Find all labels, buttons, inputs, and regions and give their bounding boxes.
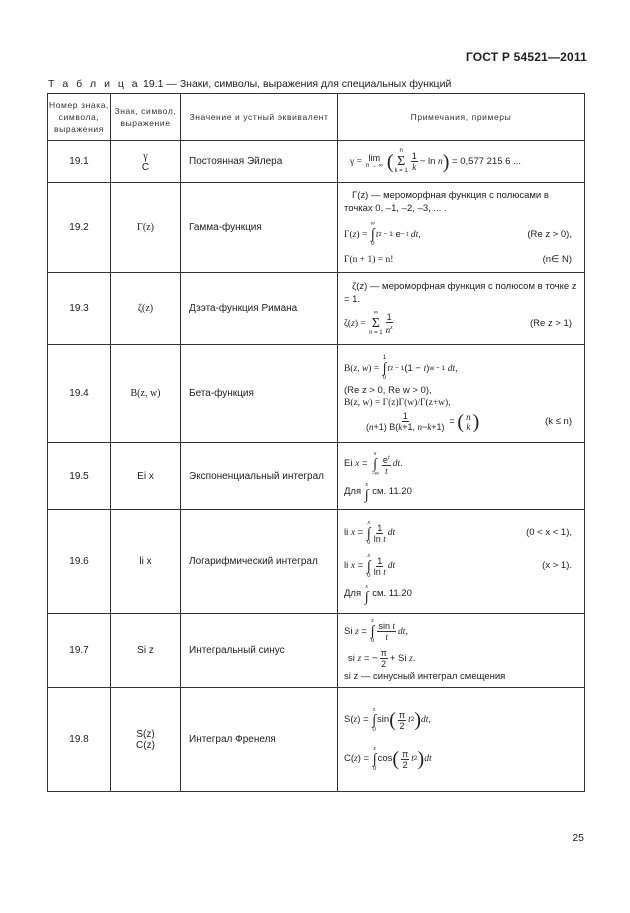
note-text: ζ(z) — мероморфная функция с полюсом в точке z = 1. [344, 281, 577, 305]
condition: (Re z > 1) [530, 317, 572, 329]
row-symbol: B(z, w) [111, 345, 181, 443]
gamma-integral: Γ(z) = ∞ ∫ 0 t z − 1 e − t dt, (Re z > 0), [344, 221, 572, 247]
note-text: (Re z > 0, Re w > 0), [344, 385, 432, 396]
row-notes [338, 273, 585, 345]
row-symbol [111, 688, 181, 792]
condition: (n∈ N) [542, 254, 572, 265]
row-meaning: Интегральный синус [181, 614, 338, 688]
li-integral-gt1: li x = x ∫ 0 $\frac{1}{\text{ln t}}$ dt (x > 1). [344, 552, 572, 579]
table-caption [48, 78, 451, 90]
row-symbol [111, 141, 181, 183]
row-meaning: Гамма-функция [181, 183, 338, 273]
row-number: 19.4 [48, 345, 111, 443]
caption-text: 19.1 — Знаки, символы, выражения для специальных функций [143, 78, 452, 90]
row-meaning: Экспоненциальный интеграл [181, 443, 338, 510]
row-meaning: Логарифмический интеграл [181, 510, 338, 614]
special-functions-table [47, 93, 585, 792]
row-number: 19.8 [48, 688, 111, 792]
see-also: Для x ∫ см. 11.20 [344, 583, 412, 605]
row-notes [338, 510, 585, 614]
row-notes [338, 688, 585, 792]
row-meaning: Бета-функция [181, 345, 338, 443]
fresnel-s: S(z) = z ∫ 0 sin ( $\frac{\pi}{2}$ t 2 ) dt , [344, 706, 432, 733]
note-text: B(z, w) = Γ(z)Γ(w)/Γ(z+w), [344, 398, 451, 408]
beta-integral: B(z, w) = 1 ∫ 0 t z − 1 (1 − t) w − 1 dt, [344, 355, 458, 381]
row-symbol: Γ(z) [111, 183, 181, 273]
row-symbol: li x [111, 510, 181, 614]
caption-prefix: Т а б л и ц а [48, 78, 141, 90]
condition: (x > 1). [542, 560, 572, 571]
row-notes [338, 141, 585, 183]
row-meaning: Постоянная Эйлера [181, 141, 338, 183]
symbol-line: C [141, 161, 150, 173]
row-number: 19.1 [48, 141, 111, 183]
table-row [48, 443, 585, 510]
table-row [48, 345, 585, 443]
table-header-row [48, 94, 585, 141]
zeta-series: ζ(z) = ∞ Σ n = 1 $\frac{1}{n^z}$ (Re z > 1) [344, 310, 572, 336]
note-text: Γ(z) — мероморфная функция с полюсами в точках 0, –1, –2, –3, ... . [344, 190, 549, 214]
row-number: 19.6 [48, 510, 111, 614]
col-header-notes: Примечания, примеры [338, 94, 585, 141]
note-text: si z — синусный интеграл смещения [344, 671, 506, 682]
row-notes [338, 345, 585, 443]
row-notes [338, 183, 585, 273]
li-integral-lt1: li x = x ∫ 0 $\frac{1}{\text{ln t}}$ dt (0 < x < 1), [344, 519, 572, 546]
row-meaning: Дзэта-функция Римана [181, 273, 338, 345]
symbol-line: C(z) [136, 739, 155, 751]
page-number: 25 [572, 832, 584, 844]
beta-binomial: $\frac{1}{(n+1) B(k+1, n-k+1)}$ = ( n k ) (k ≤ n) [366, 410, 572, 433]
row-number: 19.3 [48, 273, 111, 345]
condition: (k ≤ n) [545, 415, 572, 427]
row-number: 19.7 [48, 614, 111, 688]
table-row [48, 183, 585, 273]
table-row [48, 141, 585, 183]
row-meaning: Интеграл Френеля [181, 688, 338, 792]
fresnel-c: C(z) = z ∫ 0 cos ( $\frac{\pi}{2}$ t 2 ) dt [344, 745, 432, 772]
table-row [48, 614, 585, 688]
ei-integral: Ei x = x ∫ −∞ $\frac{e^t}{t}$ dt . [344, 450, 403, 477]
row-symbol: ζ(z) [111, 273, 181, 345]
row-number: 19.2 [48, 183, 111, 273]
condition: (Re z > 0), [527, 228, 572, 240]
si-shift: si z = − $\frac{\pi}{2}$ + Si z. [348, 648, 416, 669]
table-row [48, 510, 585, 614]
condition: (0 < x < 1), [526, 527, 572, 538]
row-notes [338, 614, 585, 688]
col-header-meaning: Значение и устный эквивалент [181, 94, 338, 141]
si-integral: Si z = z ∫ 0 $\frac{\text{sin t}}{t}$ dt , [344, 618, 409, 644]
table-row [48, 688, 585, 792]
row-symbol: Ei x [111, 443, 181, 510]
symbol-line: S(z) [136, 728, 155, 740]
see-also: Для x ∫ см. 11.20 [344, 481, 412, 503]
symbol-line: γ [143, 150, 148, 162]
col-header-number: Номер знака, символа, выражения [48, 94, 111, 141]
col-header-symbol: Знак, символ, выражение [111, 94, 181, 141]
standard-number: ГОСТ Р 54521—2011 [465, 50, 587, 64]
row-symbol: Si z [111, 614, 181, 688]
euler-formula: γ = lim n → ∞ ( n Σ k = 1 $\frac{1}{k}$ − ln n ) = 0,577 215 6 ... [350, 148, 521, 174]
gamma-factorial: Γ(n + 1) = n! (n∈ N) [344, 254, 572, 265]
table-row [48, 273, 585, 345]
row-notes [338, 443, 585, 510]
row-number: 19.5 [48, 443, 111, 510]
